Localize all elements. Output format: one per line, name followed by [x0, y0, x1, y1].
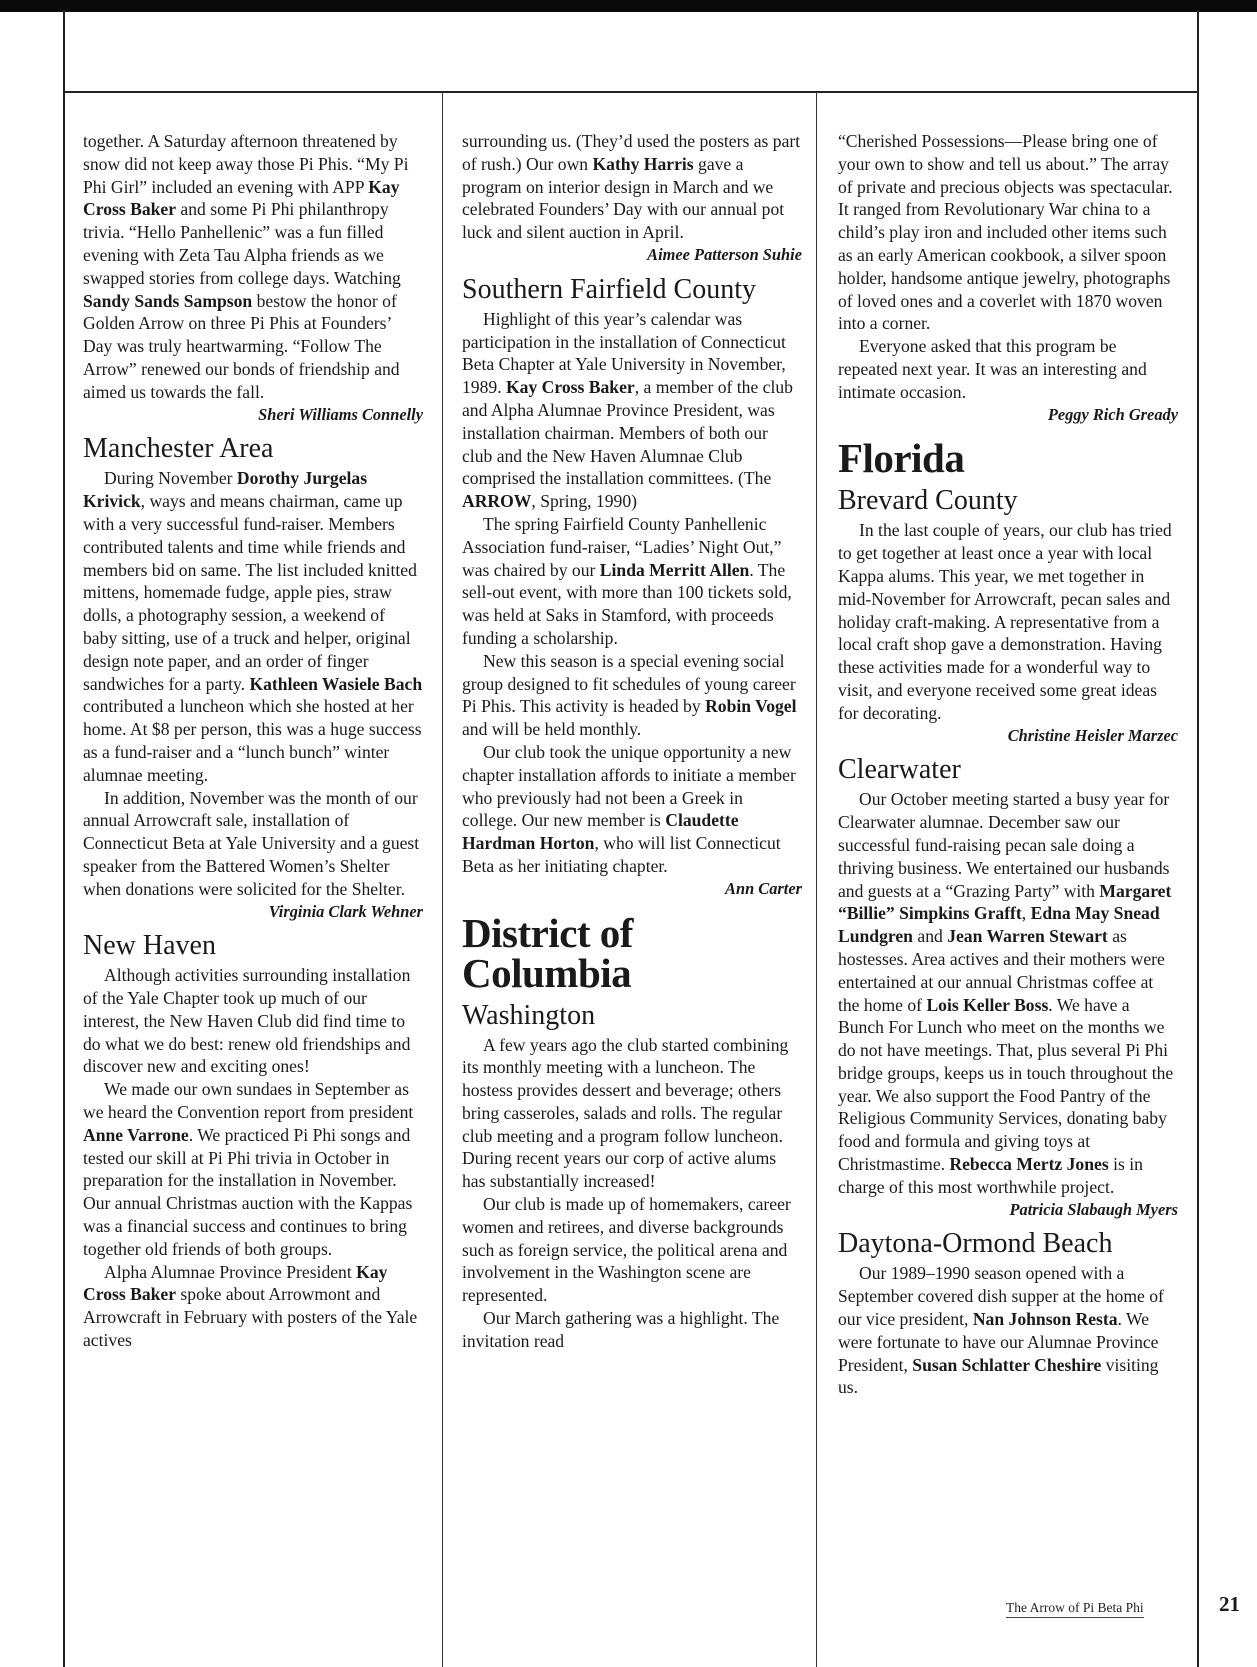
column-2 — [462, 130, 802, 1353]
page-number: 21 — [1219, 1592, 1240, 1616]
publication-footer: The Arrow of Pi Beta Phi — [1006, 1600, 1144, 1618]
signature: Aimee Patterson Suhie — [647, 244, 802, 264]
paragraph: Alpha Alumnae Province President Kay Cross Baker spoke about Arrowmont and Arrowcraft in February with posters of the Yale actives — [83, 1261, 418, 1351]
paragraph: In the last couple of years, our club has tried to get together at least once a year with local Kappa alums. This year, we met together in mid-November for Arrowcraft, pecan sales and holiday craft-making. A representative from a local craft shop gave a demonstration. Having these activities made for a wonderful way to visit, and everyone received some great ideas for decorating. — [838, 520, 1172, 723]
paragraph: Our 1989–1990 season opened with a September covered dish supper at the home of our vice president, Nan Johnson Resta. We were fortunate to have our Alumnae Province President, Susan Schlatter Cheshire visiting us. — [838, 1263, 1164, 1398]
signature: Virginia Clark Wehner — [268, 901, 423, 921]
column-1 — [83, 130, 423, 1352]
paragraph: Our October meeting started a busy year for Clearwater alumnae. December saw our successful fund-raising pecan sale doing a thriving business. We entertained our husbands and guests at a “Grazing Party” with Margaret “Billie” Simpkins Grafft, Edna May Snead Lundgren and Jean Warren Stewart as hostesses. Area actives and their mothers were entertained at our annual Christmas coffee at the home of Lois Keller Boss. We have a Bunch For Lunch who meet on the months we do not have meetings. That, plus several Pi Phi bridge groups, keeps us in touch throughout the year. We also support the Food Pantry of the Religious Community Services, donating baby food and formula and giving toys at Christmastime. Rebecca Mertz Jones is in charge of this most worthwhile project. — [838, 789, 1174, 1197]
signature: Ann Carter — [725, 878, 802, 898]
paragraph: New this season is a special evening social group designed to fit schedules of young career Pi Phis. This activity is headed by Robin Vogel and will be held monthly. — [462, 650, 797, 740]
signature: Sheri Williams Connelly — [258, 404, 423, 424]
signature: Christine Heisler Marzec — [1007, 725, 1178, 745]
column-divider-1 — [442, 92, 443, 1667]
paragraph: Our club is made up of homemakers, career women and retirees, and diverse backgrounds such as foreign service, the political arena and involvement in the Washington scene are represented. — [462, 1194, 791, 1306]
paragraph: Our club took the unique opportunity a new chapter installation affords to initiate a member who previously had not been a Greek in college. Our new member is Claudette Hardman Horton, who will list Connecticut Beta as her initiating chapter. — [462, 741, 796, 876]
right-frame-rule — [1197, 10, 1199, 1667]
header-rule — [63, 91, 1199, 93]
paragraph: During November Dorothy Jurgelas Krivick, ways and means chairman, came up with a very successful fund-raiser. Members contributed talents and time while friends and members bid on same. The list included knitted mittens, homemade fudge, apple pies, straw dolls, a photography session, a weekend of baby sitting, use of a truck and helper, original design note paper, and an order of finger sandwiches for a party. Kathleen Wasiele Bach contributed a luncheon which she hosted at her home. At $8 per person, this was a huge success as a fund-raiser and a “lunch bunch” winter alumnae meeting. — [83, 468, 423, 785]
left-frame-rule — [63, 10, 65, 1667]
column-divider-2 — [816, 92, 817, 1667]
paragraph: In addition, November was the month of our annual Arrowcraft sale, installation of Connecticut Beta at Yale University and a guest speaker from the Battered Women’s Shelter when donations were solicited for the Shelter. — [83, 787, 420, 899]
section-heading-brevard: Brevard County — [838, 485, 1018, 517]
section-heading-washington: Washington — [462, 999, 596, 1031]
section-heading-southern-fairfield: Southern Fairfield County — [462, 273, 756, 305]
paragraph: “Cherished Possessions—Please bring one of your own to show and tell us about.” The array of private and precious objects was spectacular. It ranged from Revolutionary War china to a child’s play iron and included other items such as an early American cookbook, a silver spoon holder, handsome antique jewelry, photographs of loved ones and a coverlet with 1870 woven into a corner. — [838, 131, 1173, 334]
section-heading-manchester: Manchester Area — [83, 433, 274, 465]
signature: Peggy Rich Gready — [1047, 404, 1178, 424]
paragraph: A few years ago the club started combining its monthly meeting with a luncheon. The hostess provides dessert and beverage; others bring casseroles, salads and rolls. The regular club meeting and a program follow luncheon. During recent years our corp of active alums has substantially increased! — [462, 1034, 789, 1192]
paragraph: Everyone asked that this program be repeated next year. It was an interesting and intimate occasion. — [838, 336, 1147, 402]
paragraph: surrounding us. (They’d used the posters as part of rush.) Our own Kathy Harris gave a program on interior design in March and we celebrated Founders’ Day with our annual pot luck and silent auction in April. — [462, 131, 801, 243]
paragraph: Our March gathering was a highlight. The invitation read — [462, 1308, 780, 1351]
signature: Patricia Slabaugh Myers — [1009, 1199, 1178, 1219]
paragraph: We made our own sundaes in September as we heard the Convention report from president Anne Varrone. We practiced Pi Phi songs and tested our skill at Pi Phi trivia in October in preparation for the installation in November. Our annual Christmas auction with the Kappas was a financial success and continues to bring together old friends of both groups. — [83, 1079, 414, 1259]
column-3 — [838, 130, 1178, 1399]
state-heading-dc: District of Columbia — [462, 909, 633, 996]
top-border — [0, 0, 1257, 12]
state-heading-florida: Florida — [838, 435, 965, 482]
paragraph: Although activities surrounding installation of the Yale Chapter took up much of our interest, the New Haven Club did find time to do what we do best: renew old friendships and discover new and exciting ones! — [83, 965, 411, 1077]
section-heading-clearwater: Clearwater — [838, 754, 961, 786]
section-heading-daytona: Daytona-Ormond Beach — [838, 1228, 1113, 1260]
paragraph: Highlight of this year’s calendar was participation in the installation of Connecticut Beta Chapter at Yale University in November, 1989. Kay Cross Baker, a member of the club and Alpha Alumnae Province President, was installation chairman. Members of both our club and the New Haven Alumnae Club comprised the installation committees. (The ARROW, Spring, 1990) — [462, 308, 793, 512]
paragraph: The spring Fairfield County Panhellenic Association fund-raiser, “Ladies’ Night Out,” was chaired by our Linda Merritt Allen. The sell-out event, with more than 100 tickets sold, was held at Saks in Stamford, with proceeds funding a scholarship. — [462, 513, 792, 648]
section-heading-new-haven: New Haven — [83, 930, 216, 962]
paragraph: together. A Saturday afternoon threatened by snow did not keep away those Pi Phis. “My Pi Phi Girl” included an evening with APP Kay Cross Baker and some Pi Phi philanthropy trivia. “Hello Panhellenic” was a fun filled evening with Zeta Tau Alpha friends as we swapped stories from college days. Watching Sandy Sands Sampson bestow the honor of Golden Arrow on three Pi Phis at Founders’ Day was truly heartwarming. “Follow The Arrow” renewed our bonds of friendship and aimed us towards the fall. — [83, 131, 409, 402]
